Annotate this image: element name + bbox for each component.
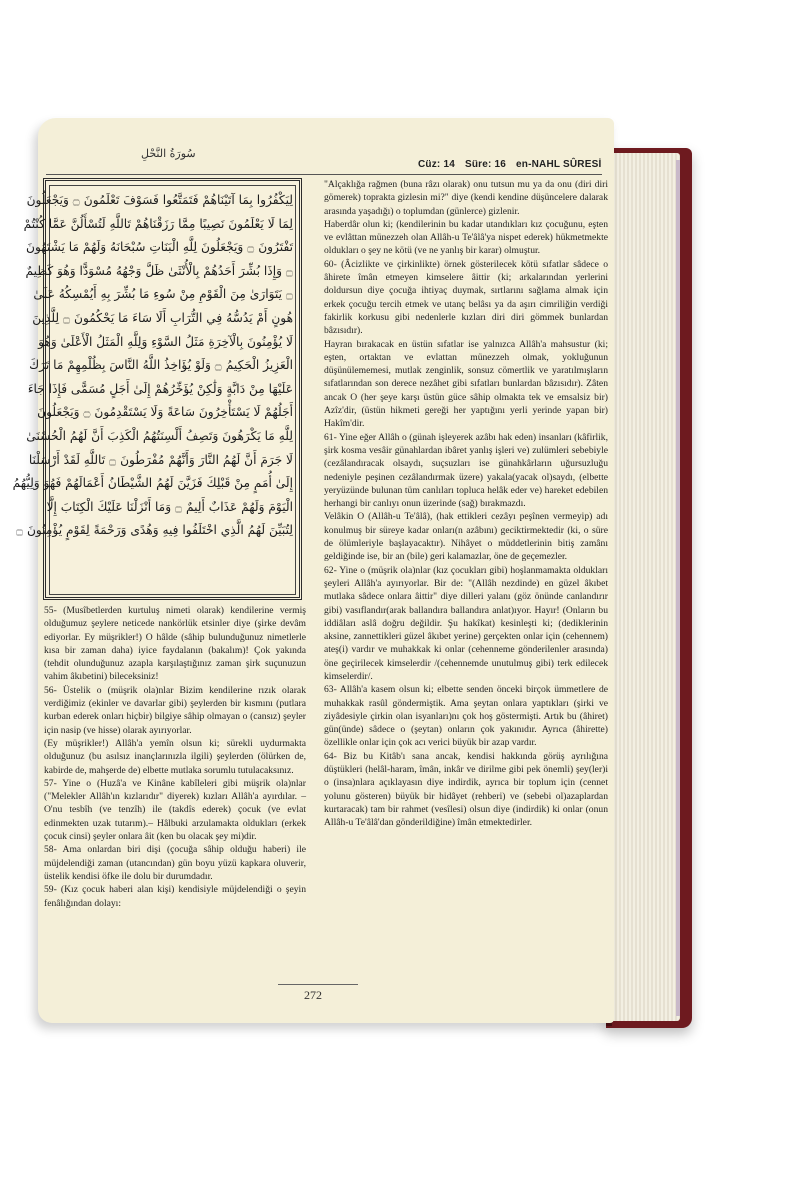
arabic-surah-title: سُورَةُ النَّحْلِ	[141, 147, 196, 160]
translation-paragraph: 61- Yine eğer Allâh o (günah işleyerek azâbı hak eden) insanları (kâfirlik, şirk kosma vesâir günahlardan ibâret yanlış işleri ve) zulümleri sebebiyle (cezâlandıracak olsaydı, suçsuzları ise günahkârların uğursuzluğu nedeniyle peşinen cezâlandırmak üzere) yakala(yacak ol)saydı, (elbette yeryüzünde bulunan tüm canlıları topluca helâk eder ve) hareket edebilen herhangi bir canlıyı onun üzerinde (sağ) bırakmazdı.	[324, 431, 608, 510]
quran-verse-line: لَا يُؤْمِنُونَ بِالْآخِرَةِ مَثَلُ السَّوْءِ وَلِلَّهِ الْمَثَلُ الْأَعْلَىٰ وَهُوَ	[38, 334, 293, 349]
quran-verse-line: الْعَزِيزُ الْحَكِيمُ ۝ وَلَوْ يُؤَاخِذُ اللَّهُ النَّاسَ بِظُلْمِهِمْ مَا تَرَكَ	[29, 358, 293, 373]
translation-paragraph: 60- (Âcizlikte ve çirkinlikte) örnek gösterilecek kötü sıfatlar sâdece o âhirete îmân etmeyen kimselere âittir (ki; arkalarından yerlerini doldursun diye çocuğa ihtiyaç duymak, sırtlarını sağlama almak için erkek çocuğu tercih etmek ve utanç belâsı ya da aşırı cimriliğin verdiği fakirlik korkusu gibi nedenlerle kızları diri diri gömmek bunlardan bâzısıdır).	[324, 258, 608, 337]
translation-paragraph: 62- Yine o (müşrik ola)nlar (kız çocukları gibi) hoşlanmamakta oldukları şeyleri Allâh'a ayırıyorlar. Bir de: "(Allâh nezdinde) en güzel âkıbet mutlaka sâdece onlara âittir" diye dilleri yalanı (göz önünde canlandırır gibi) vasıflandır(arak ballandıra ballandıra anlat)ıyor. Hayır! (Onların bu iddiâları aslâ doğru değildir. Şu hakîkat) kesinleşti ki; (dediklerinin aksine, zannettikleri güzel âkıbet yerine) gerçekten onlar için (cehennem) ateş(i) vardır ve muhakkak ki onlar (cehenneme gönderilenler arasında) öne geçirilecek kimselerdir /(cehennemde unutulmuş gibi) terk edilecek kimselerdir/.	[324, 564, 608, 682]
quran-verse-line: الْيَوْمَ وَلَهُمْ عَذَابٌ أَلِيمٌ ۝ وَمَا أَنْزَلْنَا عَلَيْكَ الْكِتَابَ إِلَّا	[46, 499, 293, 514]
gilt-edge	[676, 160, 680, 1016]
translation-column-left	[44, 604, 306, 910]
quran-verse-line: عَلَيْهَا مِنْ دَابَّةٍ وَلَٰكِنْ يُؤَخِّرُهُمْ إِلَىٰ أَجَلٍ مُسَمًّى فَإِذَا جَاءَ	[27, 381, 293, 396]
quran-verse-line: ۝ وَإِذَا بُشِّرَ أَحَدُهُمْ بِالْأُنْثَىٰ ظَلَّ وَجْهُهُ مُسْوَدًّا وَهُوَ كَظِيمٌ	[25, 263, 293, 278]
page-stack-edge	[605, 153, 680, 1021]
translation-paragraph: 58- Ama onlardan biri dişi (çocuğa sâhip olduğu haberi) ile müjdelendiği zaman (utancından) gün boyu yüzü kapkara oluverir, üstelik kendisi öfke ile dolu bir durumdadır.	[44, 844, 306, 882]
page-header	[418, 159, 608, 170]
page-number: 272	[304, 988, 322, 1002]
translation-paragraph: 59- (Kız çocuk haberi alan kişi) kendisiyle müjdelendiği o şeyin fenâlığından dolayı:	[44, 884, 306, 909]
translation-paragraph: 57- Yine o (Huzâ'a ve Kinâne kabîleleri gibi müşrik ola)nlar ("Melekler Allâh'ın kızlarıdır" diyerek) kızları Allâh'a ayırdılar. –O'nu tesbîh (ve tenzîh) ile (takdîs ederek) çocuk (ve evlat edinmekten uzak tutarım).– Hâlbuki arzulamakta oldukları (erkek çocuk cinsi) şeyler onlara âit (ken bu olacak şey mi)dir.	[44, 777, 306, 843]
page-number-divider	[278, 984, 358, 985]
translation-paragraph: 55- (Musîbetlerden kurtuluş nimeti olarak) kendilerine vermiş olduğumuz şeylere neticede nankörlük etsinler diye (şirke devâm ediyorlar. Ey müşrikler!) O hâlde (sâhip bulunduğunuz nimetlerle kısa bir zaman daha) iyice faydalanın (bakalım)! Çok yakında (tehdit olunduğunuz azapla karşılaştığınız zaman şirk suçunuzun vahim âkıbetini) bileceksiniz!	[44, 605, 306, 683]
quran-verse-line: لِيَكْفُرُوا بِمَا آتَيْنَاهُمْ فَتَمَتَّعُوا فَسَوْفَ تَعْلَمُونَ ۝ وَيَجْعَلُونَ	[26, 193, 293, 207]
quran-verse-line: أَجَلُهُمْ لَا يَسْتَأْخِرُونَ سَاعَةً وَلَا يَسْتَقْدِمُونَ ۝ وَيَجْعَلُونَ	[37, 405, 293, 420]
translation-paragraph: (Ey müşrikler!) Allâh'a yemîn olsun ki; sürekli uydurmakta olduğunuz (bu asılsız inançlarınızla ilgili) şeylerden (ölürken de, kabirde de, mahşerde de) elbette mutlaka sorumlu tutulacaksınız.	[44, 737, 306, 776]
translation-column-right	[324, 178, 608, 830]
translation-paragraph: Haberdâr olun ki; (kendilerinin bu kadar utandıkları kız çocuğunu, eşten ve evlâttan münezzeh olan Allâh-u Te'âlâ'ya nispet ederek) hükmetmekte oldukları o şey ne kötü (ve ne yanlış bir karar) olmuştur.	[324, 218, 608, 257]
quran-verse-line: تَفْتَرُونَ ۝ وَيَجْعَلُونَ لِلَّهِ الْبَنَاتِ سُبْحَانَهُ وَلَهُمْ مَا يَشْتَهُونَ	[26, 240, 293, 255]
header-juz: Cüz: 14	[418, 159, 455, 170]
translation-paragraph: Hayran bırakacak en üstün sıfatlar ise yalnızca Allâh'a mahsustur (ki; eşten, ortaktan ve evlattan münezzeh olmak, yokluğunun düşünülememesi, mutlak zenginlik, sonsuz cömertlik ve yaratılmışların sıfatlarından son derece nezâhet gibi sıfatları bunlardan bâzısıdır). Zâten ancak O (her şeye karşı üstün güce sâhip olmakta tek ve emsalsiz bir) Azîz'dir, (üstün hikmeti gereği her yaptığını yerli yerinde yapan bir) Hakîm'dir.	[324, 338, 608, 430]
quran-verse-line: لِتُبَيِّنَ لَهُمُ الَّذِي اخْتَلَفُوا فِيهِ وَهُدًى وَرَحْمَةً لِقَوْمٍ يُؤْمِنُونَ ۝	[15, 523, 293, 538]
quran-text-block	[12, 185, 296, 595]
quran-verse-line: إِلَىٰ أُمَمٍ مِنْ قَبْلِكَ فَزَيَّنَ لَهُمُ الشَّيْطَانُ أَعْمَالَهُمْ فَهُوَ وَلِيُّهُمُ	[12, 476, 293, 491]
quran-verse-line: هُونٍ أَمْ يَدُسُّهُ فِي التُّرَابِ أَلَا سَاءَ مَا يَحْكُمُونَ ۝ لِلَّذِينَ	[32, 310, 293, 325]
quran-text-frame	[12, 178, 302, 600]
quran-verse-line: لَا جَرَمَ أَنَّ لَهُمُ النَّارَ وَأَنَّهُمْ مُفْرَطُونَ ۝ تَاللَّهِ لَقَدْ أَرْسَلْنَا	[28, 452, 293, 467]
header-sure: Süre: 16	[464, 159, 507, 170]
translation-paragraph: 63- Allâh'a kasem olsun ki; elbette senden önceki birçok ümmetlere de muhakkak rasûl göndermiştik. Ama şeytan onlara yaptıkları (şirki ve ziyâdesiyle çirkin olan isyanları)nı çok hoş göstermişti. Artık bu (âhiret) gün(ünde) sâdece o (şeytan) onların çok yakınıdır. Ayrıca (âhirette) özellikle onlar için çok acı verici büyük bir azap vardır.	[324, 684, 608, 749]
translation-paragraph: 64- Biz bu Kitâb'ı sana ancak, kendisi hakkında görüş ayrılığına düştükleri (helâl-haram, îmân, inkâr ve dirilme gibi pek önemli) şey(ler)i o (insa)nlara açıklayasın diye indirdik, ayrıca bir toplum için (cennet yolunu gösteren) büyük bir hidâyet (rehberi) ve (sebebi ol)azaplardan kurtaracak) tam bir rahmet (vesîlesi) olsun diye (indirdik) ki onlar (onun Allâh-u Te'âlâ'dan gönderildiğine) îmân etmektedirler.	[324, 750, 608, 829]
header-surah-name: en-NAHL SÛRESİ	[516, 159, 602, 170]
translation-paragraph: "Alçaklığa rağmen (buna râzı olarak) onu tutsun mu ya da onu (diri diri gömerek) toprakta gizlesin mi?" diye (kendi kendine düşüncelere dalarak arasında yaşadığı) o toplumdan (günlerce) gizlenir.	[324, 179, 608, 217]
quran-verse-line: لِلَّهِ مَا يَكْرَهُونَ وَتَصِفُ أَلْسِنَتُهُمُ الْكَذِبَ أَنَّ لَهُمُ الْحُسْنَىٰ	[26, 428, 293, 443]
translation-paragraph: Velâkin O (Allâh-u Te'âlâ), (hak ettikleri cezâyı peşînen vermeyip) adı konulmuş bir süreye kadar onları(n azâbını) geciktirmektedir (ki, o süre de ölümleriyle başlayacaktır). Nihâyet o müddetlerinin bitiş zamânı geldiğinde ise, bir an (bile) geri kalamazlar, öne de geçemezler.	[324, 511, 608, 563]
book-page	[12, 118, 614, 1023]
quran-verse-line: ۝ يَتَوَارَىٰ مِنَ الْقَوْمِ مِنْ سُوءِ مَا بُشِّرَ بِهِ أَيُمْسِكُهُ عَلَىٰ	[33, 287, 293, 302]
header-divider	[46, 174, 602, 175]
quran-verse-line: لِمَا لَا يَعْلَمُونَ نَصِيبًا مِمَّا رَزَقْنَاهُمْ تَاللَّهِ لَتُسْأَلُنَّ عَمَّا كُنْتُمْ	[23, 216, 293, 231]
translation-paragraph: 56- Üstelik o (müşrik ola)nlar Bizim kendilerine rızık olarak verdiğimiz (ekinler ve davarlar gibi) şeylerden bir kısmını (putlara kurban ederek onları hiçbir) bilgiye sâhip olmayan o (cansız) şeyler için nasip (ve hisse) olarak ayırıyorlar.	[44, 684, 306, 736]
